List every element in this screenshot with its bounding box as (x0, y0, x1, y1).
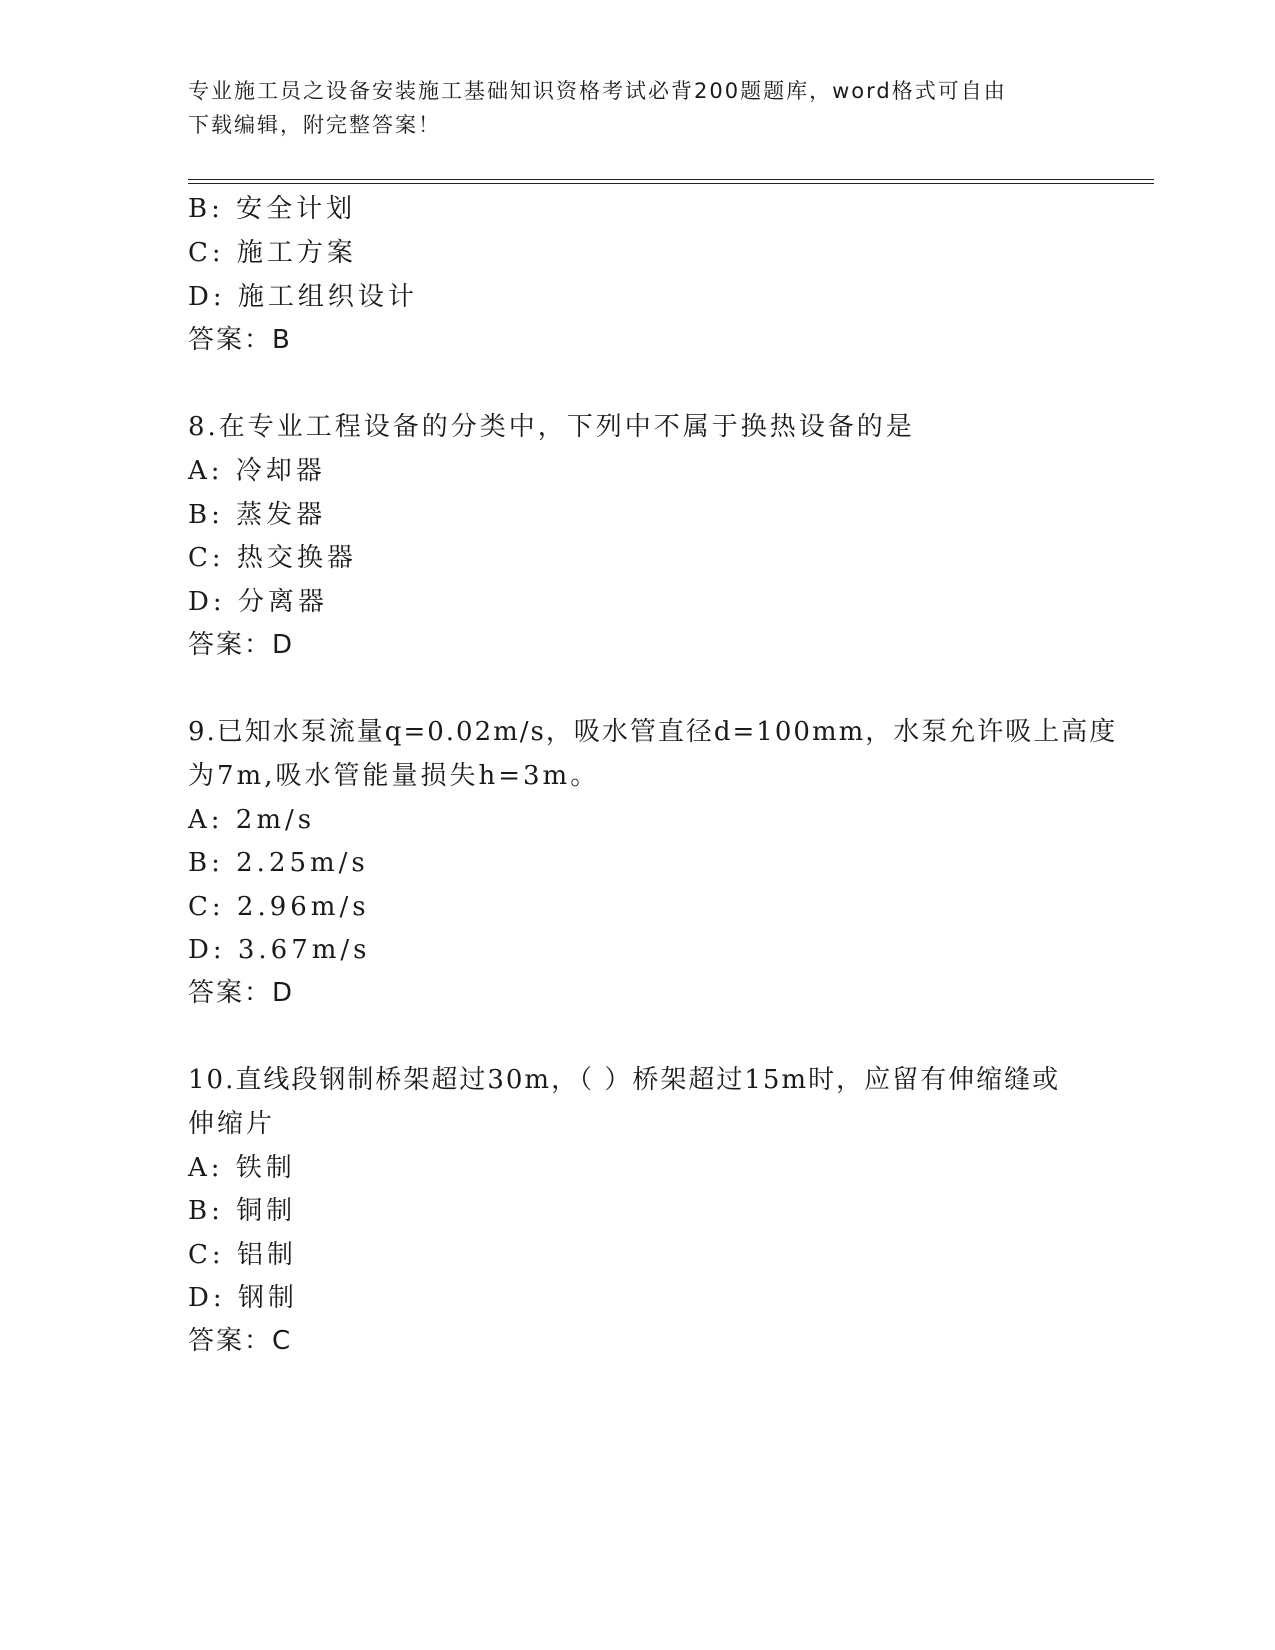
q10-stem-line-2: 伸缩片 (188, 1109, 276, 1139)
q9-option-b: B: 2.25m/s (188, 848, 369, 878)
prev-option-c: C: 施工方案 (188, 238, 357, 268)
header-line-1: 专业施工员之设备安装施工基础知识资格考试必背200题题库，word格式可自由 (188, 79, 1007, 103)
q8-option-a: A: 冷却器 (188, 456, 326, 486)
prev-option-d: D: 施工组织设计 (188, 282, 418, 312)
header-line-2: 下载编辑，附完整答案！ (188, 113, 441, 137)
q8-stem: 8.在专业工程设备的分类中，下列中不属于换热设备的是 (188, 412, 915, 442)
q10-option-c: C: 铝制 (188, 1240, 297, 1270)
q10-stem-line-1: 10.直线段钢制桥架超过30m，（ ）桥架超过15m时，应留有伸缩缝或 (188, 1065, 1061, 1095)
q9-option-d: D: 3.67m/s (188, 935, 371, 965)
q10-option-d: D: 钢制 (188, 1283, 298, 1313)
q9-stem-line-1: 9.已知水泵流量q=0.02m/s，吸水管直径d=100mm，水泵允许吸上高度 (188, 717, 1118, 747)
q9-option-c: C: 2.96m/s (188, 892, 370, 922)
q10-option-b: B: 铜制 (188, 1196, 297, 1226)
document-header (188, 74, 1088, 142)
prev-answer: 答案：B (188, 325, 292, 355)
prev-option-b: B: 安全计划 (188, 194, 357, 224)
q9-answer: 答案：D (188, 978, 295, 1008)
q8-answer: 答案：D (188, 630, 295, 660)
q8-option-b: B: 蒸发器 (188, 500, 327, 530)
header-divider-top (188, 179, 1154, 180)
q8-option-c: C: 热交换器 (188, 543, 357, 573)
q10-answer: 答案：C (188, 1326, 293, 1356)
q9-option-a: A: 2m/s (188, 805, 316, 835)
q10-option-a: A: 铁制 (188, 1153, 296, 1183)
q9-stem-line-2: 为7m,吸水管能量损失h=3m。 (188, 761, 600, 791)
q8-option-d: D: 分离器 (188, 587, 328, 617)
header-divider-bottom (188, 183, 1154, 184)
